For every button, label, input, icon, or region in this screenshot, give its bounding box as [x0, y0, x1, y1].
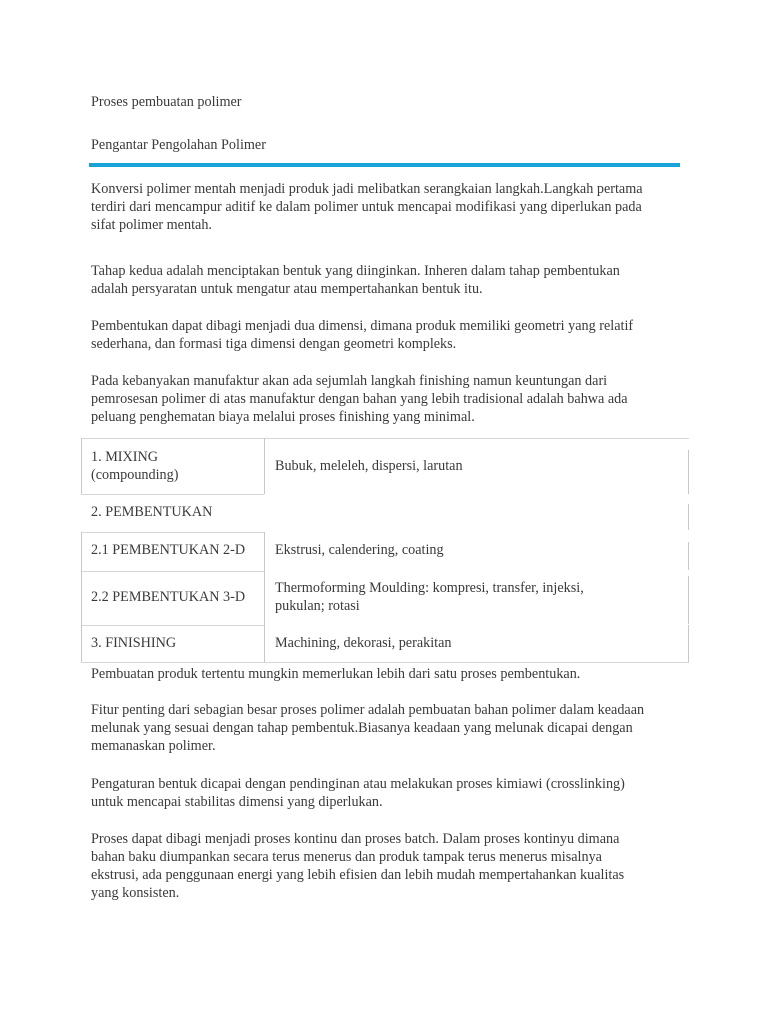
cell-line: 2.2 PEMBENTUKAN 3-D — [91, 589, 246, 605]
paragraph-second-stage — [91, 262, 681, 298]
paragraph-line: sederhana, dan formasi tiga dimensi dengan geometri kompleks. — [91, 336, 457, 352]
paragraph-line: terdiri dari mencampur aditif ke dalam polimer untuk mencapai modifikasi yang diperlukan pada — [91, 199, 642, 215]
cell-line: 2. PEMBENTUKAN — [91, 504, 213, 520]
paragraph-line: Fitur penting dari sebagian besar proses polimer adalah pembuatan bahan polimer dalam keadaan — [91, 702, 645, 718]
cell-line: (compounding) — [91, 467, 179, 483]
table-cell-process — [81, 541, 271, 559]
table-cell-description — [275, 541, 444, 559]
cell-line: 2.1 PEMBENTUKAN 2-D — [91, 542, 246, 558]
paragraph-line: Pembentukan dapat dibagi menjadi dua dimensi, dimana produk memiliki geometri yang relatif — [91, 318, 634, 334]
paragraph-shape-setting — [91, 775, 681, 811]
table-cell-process — [81, 634, 264, 652]
paragraph-line: Pembuatan produk tertentu mungkin memerlukan lebih dari satu proses pembentukan. — [91, 666, 581, 682]
paragraph-line: peluang penghematan biaya melalui proses finishing yang minimal. — [91, 409, 475, 425]
table-cell-process — [81, 448, 264, 484]
table-row — [81, 494, 689, 532]
paragraph-line: untuk mencapai stabilitas dimensi yang diperlukan. — [91, 794, 383, 810]
title-divider — [89, 163, 680, 167]
paragraph-line: ekstrusi, ada penggunaan energi yang lebih efisien dan lebih mudah mempertahankan kualitas — [91, 867, 625, 883]
paragraph-line: Pengaturan bentuk dicapai dengan pendinginan atau melakukan proses kimiawi (crosslinking) — [91, 776, 625, 792]
paragraph-line: Konversi polimer mentah menjadi produk jadi melibatkan serangkaian langkah.Langkah pertama — [91, 181, 643, 197]
table-row — [81, 438, 689, 494]
paragraph-line: Pada kebanyakan manufaktur akan ada sejumlah langkah finishing namun keuntungan dari — [91, 373, 608, 389]
cell-line: Thermoforming Moulding: kompresi, transfer, injeksi, — [275, 580, 584, 596]
table-cell-description — [275, 457, 463, 475]
cell-line: pukulan; rotasi — [275, 598, 360, 614]
table-cell-description — [275, 634, 452, 652]
table-border-bottom — [81, 662, 689, 663]
paragraph-multiple-forming — [91, 665, 681, 683]
document-title: Proses pembuatan polimer — [91, 94, 242, 110]
process-table — [81, 438, 689, 662]
paragraph-finishing — [91, 372, 681, 426]
cell-line: 3. FINISHING — [91, 635, 177, 651]
paragraph-line: Proses dapat dibagi menjadi proses kontinu dan proses batch. Dalam proses kontinyu dimana — [91, 831, 620, 847]
paragraph-dimensions — [91, 317, 681, 353]
cell-line: 1. MIXING — [91, 449, 158, 465]
cell-line: Ekstrusi, calendering, coating — [275, 542, 444, 558]
cell-line: Bubuk, meleleh, dispersi, larutan — [275, 458, 463, 474]
paragraph-line: pemrosesan polimer di atas manufaktur dengan bahan yang lebih tradisional adalah bahwa ada — [91, 391, 628, 407]
paragraph-line: Tahap kedua adalah menciptakan bentuk yang diinginkan. Inheren dalam tahap pembentukan — [91, 263, 620, 279]
table-cell-process — [81, 503, 381, 521]
table-cell-process — [81, 588, 271, 606]
paragraph-intro — [91, 180, 681, 234]
paragraph-line: adalah persyaratan untuk mengatur atau mempertahankan bentuk itu. — [91, 281, 483, 297]
paragraph-softened-state — [91, 701, 681, 755]
paragraph-line: sifat polimer mentah. — [91, 217, 212, 233]
paragraph-line: memanaskan polimer. — [91, 738, 216, 754]
table-row — [81, 625, 689, 662]
table-row — [81, 571, 689, 625]
paragraph-line: melunak yang sesuai dengan tahap pembentuk.Biasanya keadaan yang melunak dicapai dengan — [91, 720, 633, 736]
paragraph-process-types — [91, 830, 681, 902]
table-row — [81, 532, 689, 571]
paragraph-line: yang konsisten. — [91, 885, 180, 901]
paragraph-line: bahan baku diumpankan secara terus menerus dan produk tampak terus menerus misalnya — [91, 849, 602, 865]
cell-line: Machining, dekorasi, perakitan — [275, 635, 452, 651]
document-subtitle: Pengantar Pengolahan Polimer — [91, 137, 266, 153]
table-cell-description — [275, 579, 584, 615]
